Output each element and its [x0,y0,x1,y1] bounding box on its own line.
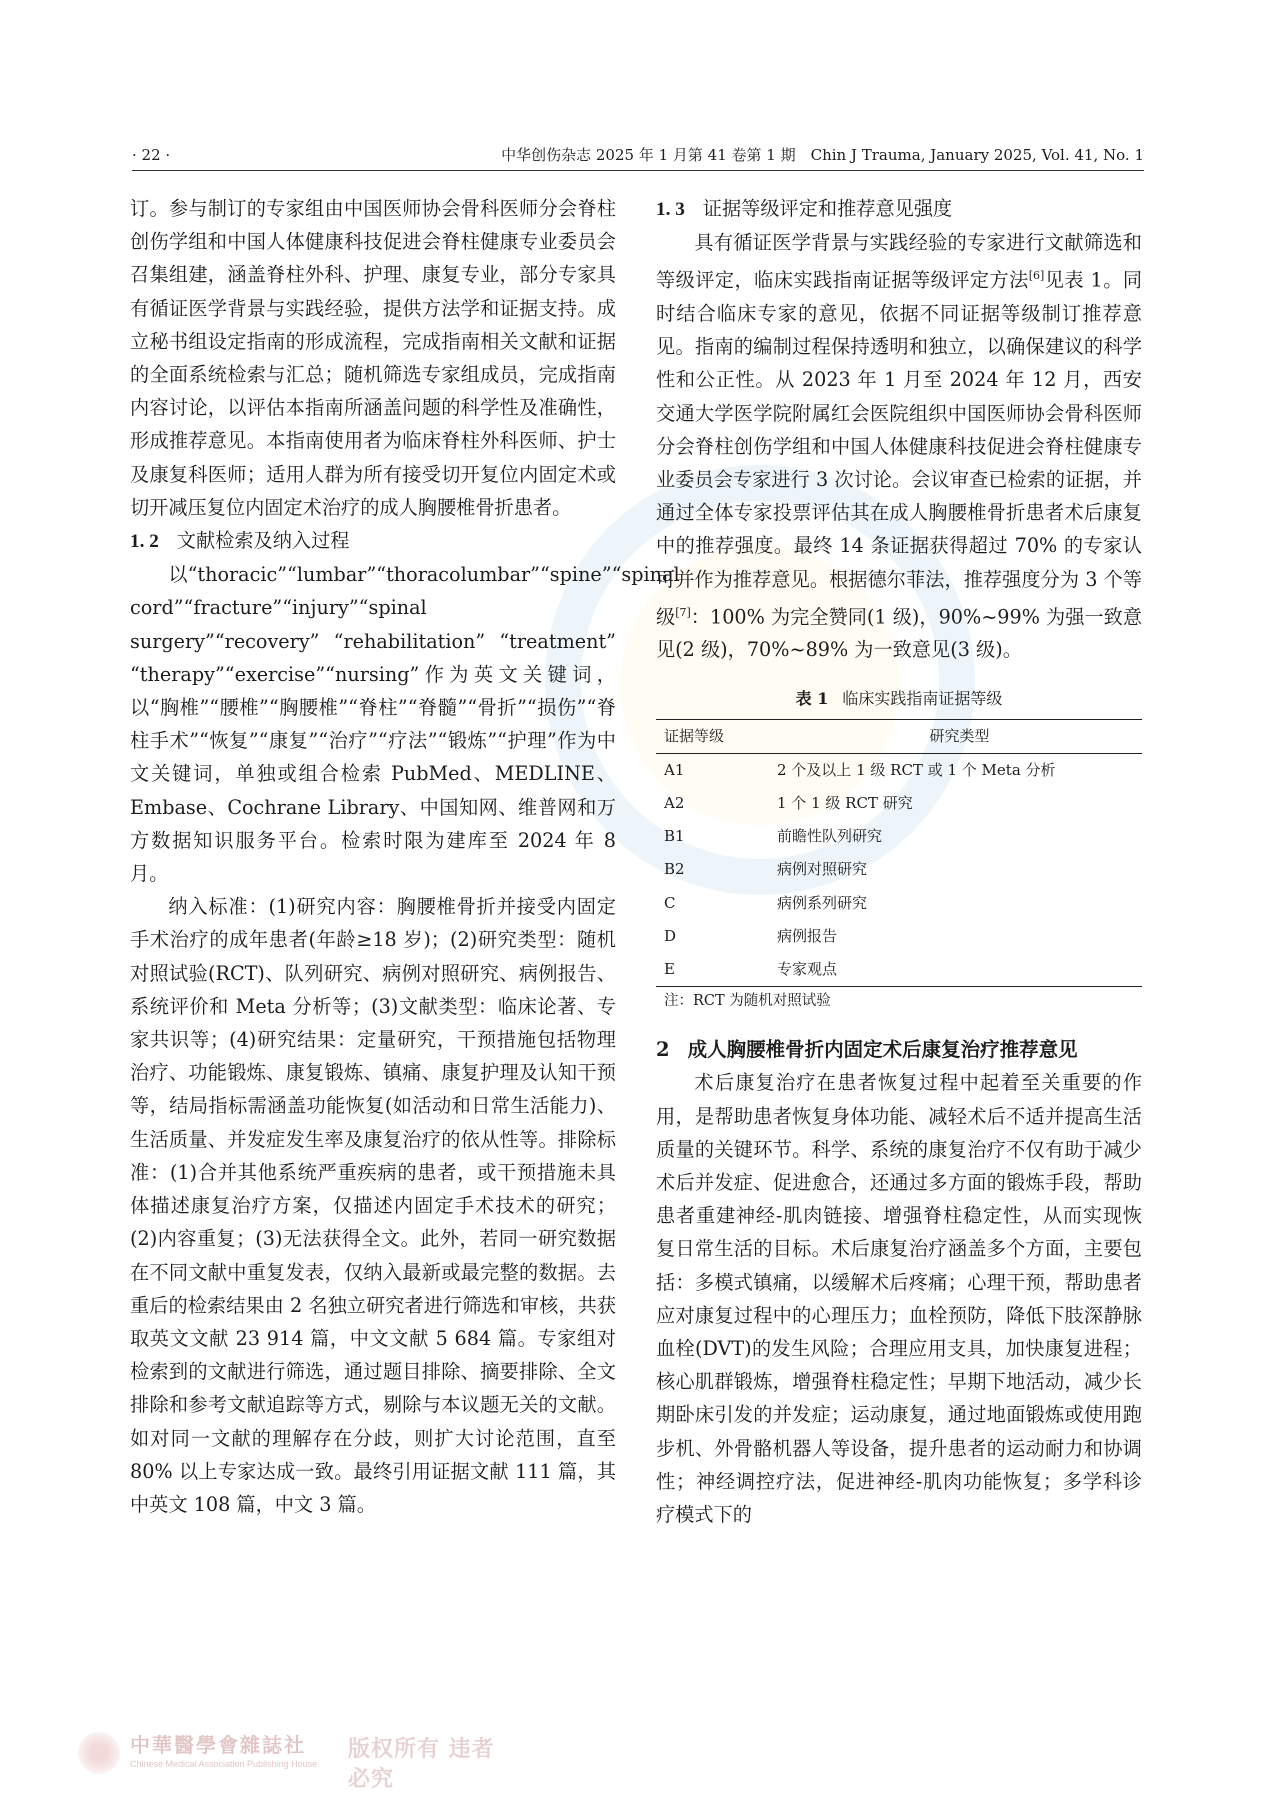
publisher-name: 中華醫學會雜誌社 [130,1733,306,1757]
copyright-stamp: 版权所有 违者必究 [348,1736,495,1792]
paragraph-rehab-recommendations: 术后康复治疗在患者恢复过程中起着至关重要的作用，是帮助患者恢复身体功能、减轻术后不适并提高生活质量的关键环节。科学、系统的康复治疗不仅有助于减少术后并发症、促进愈合，还通过多方面的锻炼手段，帮助患者重建神经-肌肉链接、增强脊柱稳定性，从而实现恢复日常生活的目标。术后康复治疗涵盖多个方面，主要包括：多模式镇痛，以缓解术后疼痛；心理干预，帮助患者应对康复过程中的心理压力；血栓预防，降低下肢深静脉血栓(DVT)的发生风险；合理应用支具，加快康复进程；核心肌群锻炼，增强脊柱稳定性；早期下地活动，减少长期卧床引发的并发症；运动康复，通过地面锻炼或使用跑步机、外骨骼机器人等设备，提升患者的运动耐力和协调性；神经调控疗法，促进神经-肌肉功能恢复；多学科诊疗模式下的 [656,1071,1142,1527]
text-run: ：100% 为完全赞同(1 级)，90%~99% 为强一致意见(2 级)，70%~89% 为一致意见(3 级)。 [656,605,1143,662]
citation-ref: [6] [1028,269,1045,283]
section-title: 成人胸腰椎骨折内固定术后康复治疗推荐意见 [687,1038,1078,1062]
header-rule [132,170,1144,171]
study-type: 专家观点 [777,960,838,979]
table-header-row [656,719,1142,753]
study-type: 病例系列研究 [777,893,868,912]
evidence-level: B1 [664,827,685,846]
section-title: 文献检索及纳入过程 [176,529,350,553]
publisher-watermark [78,1732,498,1792]
header-study-type: 研究类型 [929,726,990,745]
table-row [656,920,1142,953]
paragraph-evidence-grading [656,226,1142,666]
section-heading-1-2 [130,524,616,558]
section-title: 证据等级评定和推荐意见强度 [702,197,953,220]
evidence-level: B2 [664,860,685,879]
table-row [656,753,1142,787]
evidence-level: E [664,960,675,979]
evidence-level: D [664,926,677,945]
paragraph-inclusion-criteria: 纳入标准：(1)研究内容：胸腰椎骨折并接受内固定手术治疗的成年患者(年龄≥18 岁)；(2)研究类型：随机对照试验(RCT)、队列研究、病例对照研究、病例报告、系统评价和 Meta 分析等；(3)文献类型：临床论著、专家共识等；(4)研究结果：定量研究，干预措施包括物理治疗、功能锻炼、康复锻炼、镇痛、康复护理及认知干预等，结局指标需涵盖功能恢复(如活动和日常生活能力)、生活质量、并发症发生率及康复治疗的依从性等。排除标准：(1)合并其他系统严重疾病的患者，或干预措施未具体描述康复治疗方案，仅描述内固定手术技术的研究；(2)内容重复；(3)无法获得全文。此外，若同一研究数据在不同文献中重复发表，仅纳入最新或最完整的数据。去重后的检索结果由 2 名独立研究者进行筛选和审核，共获取英文文献 23 914 篇，中文文献 5 684 篇。专家组对检索到的文献进行筛选，通过题目排除、摘要排除、全文排除和参考文献追踪等方式，剔除与本议题无关的文献。如对同一文献的理解存在分歧，则扩大讨论范围，直至 80% 以上专家达成一致。最终引用证据文献 111 篇，其中英文 108 篇，中文 3 篇。 [130,895,616,1516]
table-label: 表 1 [795,688,829,708]
page-number: · 22 · [132,146,171,164]
running-header [132,143,1144,167]
table-title: 临床实践指南证据等级 [842,688,1003,708]
evidence-level: C [664,893,676,912]
publisher-logo-icon [78,1732,120,1774]
journal-citation: 中华创伤杂志 2025 年 1 月第 41 卷第 1 期 Chin J Trauma, January 2025, Vol. 41, No. 1 [501,146,1144,164]
study-type: 1 个 1 级 RCT 研究 [777,794,913,813]
evidence-level: A1 [664,760,685,779]
text-run: 具有循证医学背景与实践经验的专家进行文献筛选和等级评定，临床实践指南证据等级评定方法 [656,231,1142,292]
right-column [656,192,1142,1531]
evidence-level-table [656,719,1142,988]
study-type: 2 个及以上 1 级 RCT 或 1 个 Meta 分析 [777,760,1056,779]
section-heading-2 [656,1033,1142,1066]
publisher-name-en: Chinese Medical Association Publishing House [130,1759,318,1769]
header-evidence-level: 证据等级 [664,726,725,745]
study-type: 病例报告 [777,926,838,945]
table-row [656,820,1142,853]
text-run: 见表 1。同时结合临床专家的意见，依据不同证据等级制订推荐意见。指南的编制过程保持透明和独立，以确保建议的科学性和公正性。从 2023 年 1 月至 2024 年 12 月，西安交通大学医学院附属红会医院组织中国医师协会骨科医师分会脊柱创伤学组和中国人体健康科技促进会脊柱健康专业委员会专家进行 3 次讨论。会议审查已检索的证据，并通过全体专家投票评估其在成人胸腰椎骨折患者术后康复中的推荐强度。最终 14 条证据获得超过 70% 的专家认可并作为推荐意见。根据德尔菲法，推荐强度分为 3 个等级 [656,268,1143,629]
table-row [656,787,1142,820]
study-type: 病例对照研究 [777,860,868,879]
section-number: 1. 3 [656,199,685,220]
table-row [656,953,1142,987]
section-heading-1-3 [656,192,1142,226]
paragraph-keywords: 以“thoracic”“lumbar”“thoracolumbar”“spine”“spinal cord”“fracture”“injury”“spinal surgery”“recovery” “rehabilitation” “treatment” “therapy”“exercise”“nursing”作为英文关键词，以“胸椎”“腰椎”“胸腰椎”“脊柱”“脊髓”“骨折”“损伤”“脊柱手术”“恢复”“康复”“治疗”“疗法”“锻炼”“护理”作为中文关键词，单独或组合检索 PubMed、MEDLINE、Embase、Cochrane Library、中国知网、维普网和万方数据知识服务平台。检索时限为建库至 2024 年 8 月。 [130,563,680,886]
paragraph-methods-experts: 订。参与制订的专家组由中国医师协会骨科医师分会脊柱创伤学组和中国人体健康科技促进会脊柱健康专业委员会召集组建，涵盖脊柱外科、护理、康复专业，部分专家具有循证医学背景与实践经验，提供方法学和证据支持。成立秘书组设定指南的形成流程，完成指南相关文献和证据的全面系统检索与汇总；随机筛选专家组成员，完成指南内容讨论，以评估本指南所涵盖问题的科学性及准确性，形成推荐意见。本指南使用者为临床脊柱外科医师、护士及康复科医师；适用人群为所有接受切开复位内固定术或切开减压复位内固定术治疗的成人胸腰椎骨折患者。 [130,197,616,519]
section-number: 2 [656,1038,670,1062]
study-type: 前瞻性队列研究 [777,827,883,846]
table-row [656,887,1142,920]
table-caption [656,687,1142,711]
table-note: 注：RCT 为随机对照试验 [664,993,831,1010]
section-number: 1. 2 [130,531,159,553]
table-row [656,853,1142,886]
evidence-level: A2 [664,794,685,813]
citation-ref: [7] [675,605,691,619]
